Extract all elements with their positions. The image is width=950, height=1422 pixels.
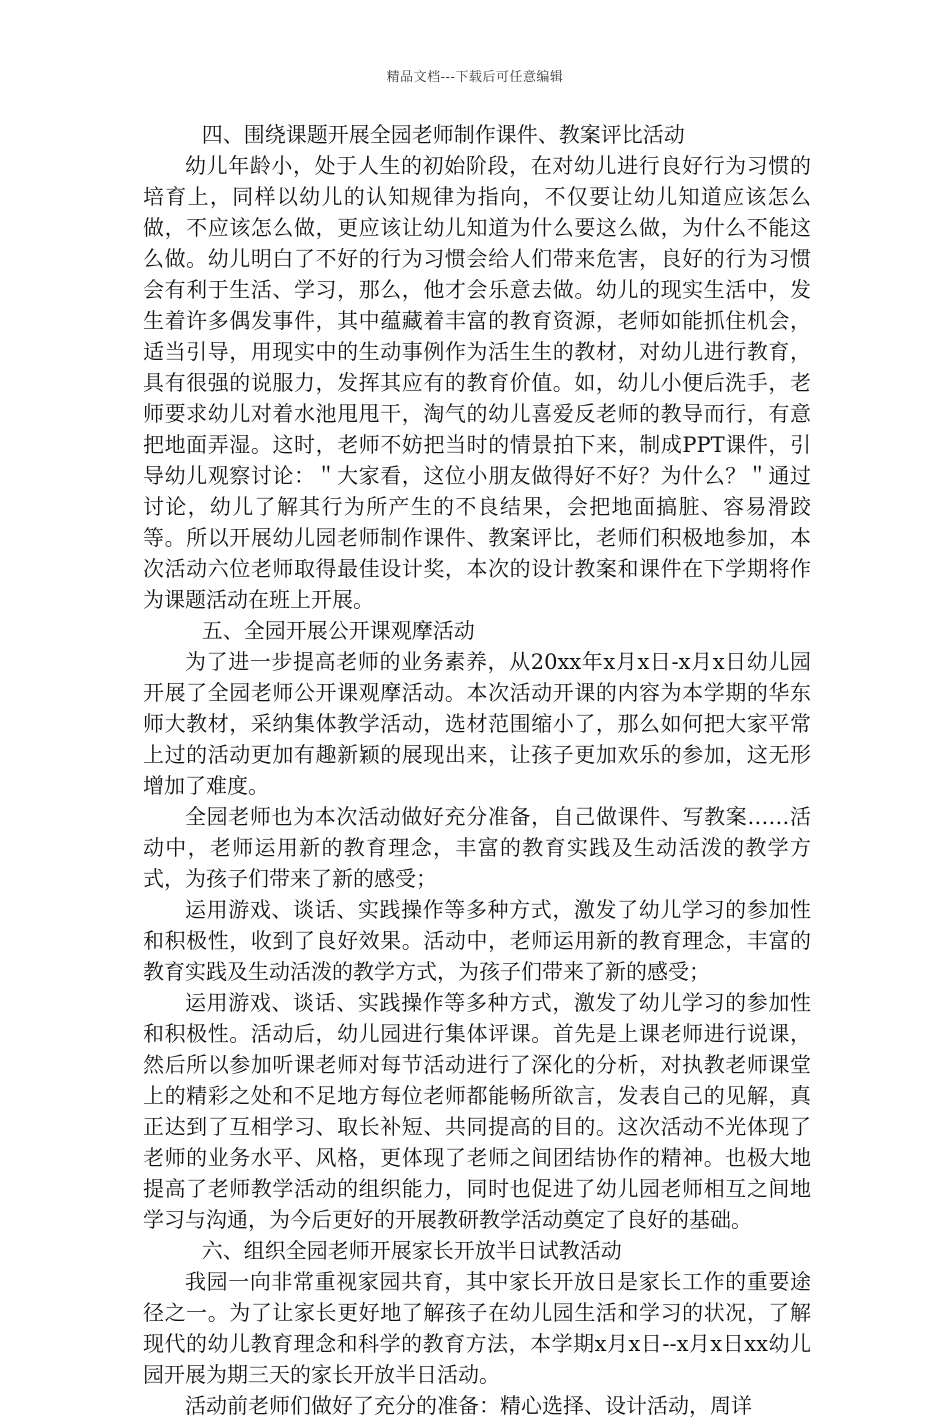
paragraph: 活动前老师们做好了充分的准备：精心选择、设计活动，周详 [185,1394,752,1418]
document-body [143,120,811,1422]
paragraph: 运用游戏、谈话、实践操作等多种方式，激发了幼儿学习的参加性和积极性。活动后，幼儿园进行集体评课。首先是上课老师进行说课，然后所以参加听课老师对每节活动进行了深化的分析，对执教老师课堂上的精彩之处和不足地方每位老师都能畅所欲言，发表自己的见解，真正达到了互相学习、取长补短、共同提高的目的。这次活动不光体现了老师的业务水平、风格，更体现了老师之间团结协作的精神。也极大地提高了老师教学活动的组织能力，同时也促进了幼儿园老师相互之间地学习与沟通，为今后更好的开展教研教学活动奠定了良好的基础。 [143,991,811,1232]
paragraph: 全园老师也为本次活动做好充分准备，自己做课件、写教案……活动中，老师运用新的教育理念，丰富的教育实践及生动活泼的教学方式，为孩子们带来了新的感受； [143,805,811,891]
paragraph: 幼儿年龄小，处于人生的初始阶段，在对幼儿进行良好行为习惯的培育上，同样以幼儿的认知规律为指向，不仅要让幼儿知道应该怎么做，不应该怎么做，更应该让幼儿知道为什么要这么做，为什么不能这么做。幼儿明白了不好的行为习惯会给人们带来危害，良好的行为习惯会有利于生活、学习，那么，他才会乐意去做。幼儿的现实生活中，发生着许多偶发事件，其中蕴藏着丰富的教育资源，老师如能抓住机会，适当引导，用现实中的生动事例作为活生生的教材，对幼儿进行教育，具有很强的说服力，发挥其应有的教育价值。如，幼儿小便后洗手，老师要求幼儿对着水池甩甩干，淘气的幼儿喜爱反老师的教导而行，有意把地面弄湿。这时，老师不妨把当时的情景拍下来，制成PPT课件，引导幼儿观察讨论：＂大家看，这位小朋友做得好不好？为什么？＂通过讨论，幼儿了解其行为所产生的不良结果，会把地面搞脏、容易滑跤等。所以开展幼儿园老师制作课件、教案评比，老师们积极地参加，本次活动六位老师取得最佳设计奖，本次的设计教案和课件在下学期将作为课题活动在班上开展。 [143,154,811,612]
paragraph: 运用游戏、谈话、实践操作等多种方式，激发了幼儿学习的参加性和积极性，收到了良好效果。活动中，老师运用新的教育理念，丰富的教育实践及生动活泼的教学方式，为孩子们带来了新的感受； [143,898,811,984]
paragraph: 我园一向非常重视家园共育，其中家长开放日是家长工作的重要途径之一。为了让家长更好地了解孩子在幼儿园生活和学习的状况，了解现代的幼儿教育理念和科学的教育方法，本学期x月x日--x月x日xx幼儿园开展为期三天的家长开放半日活动。 [143,1270,811,1387]
paragraph: 为了进一步提高老师的业务素养，从20xx年x月x日-x月x日幼儿园开展了全园老师公开课观摩活动。本次活动开课的内容为本学期的华东师大教材，采纳集体教学活动，选材范围缩小了，那么如何把大家平常上过的活动更加有趣新颖的展现出来，让孩子更加欢乐的参加，这无形增加了难度。 [143,650,811,798]
section-heading-6: 六、组织全园老师开展家长开放半日试教活动 [201,1239,622,1263]
section-heading-4: 四、围绕课题开展全园老师制作课件、教案评比活动 [201,123,685,147]
section-heading-5: 五、全园开展公开课观摩活动 [201,619,475,643]
page-header: 精品文档---下载后可任意编辑 [386,70,564,85]
